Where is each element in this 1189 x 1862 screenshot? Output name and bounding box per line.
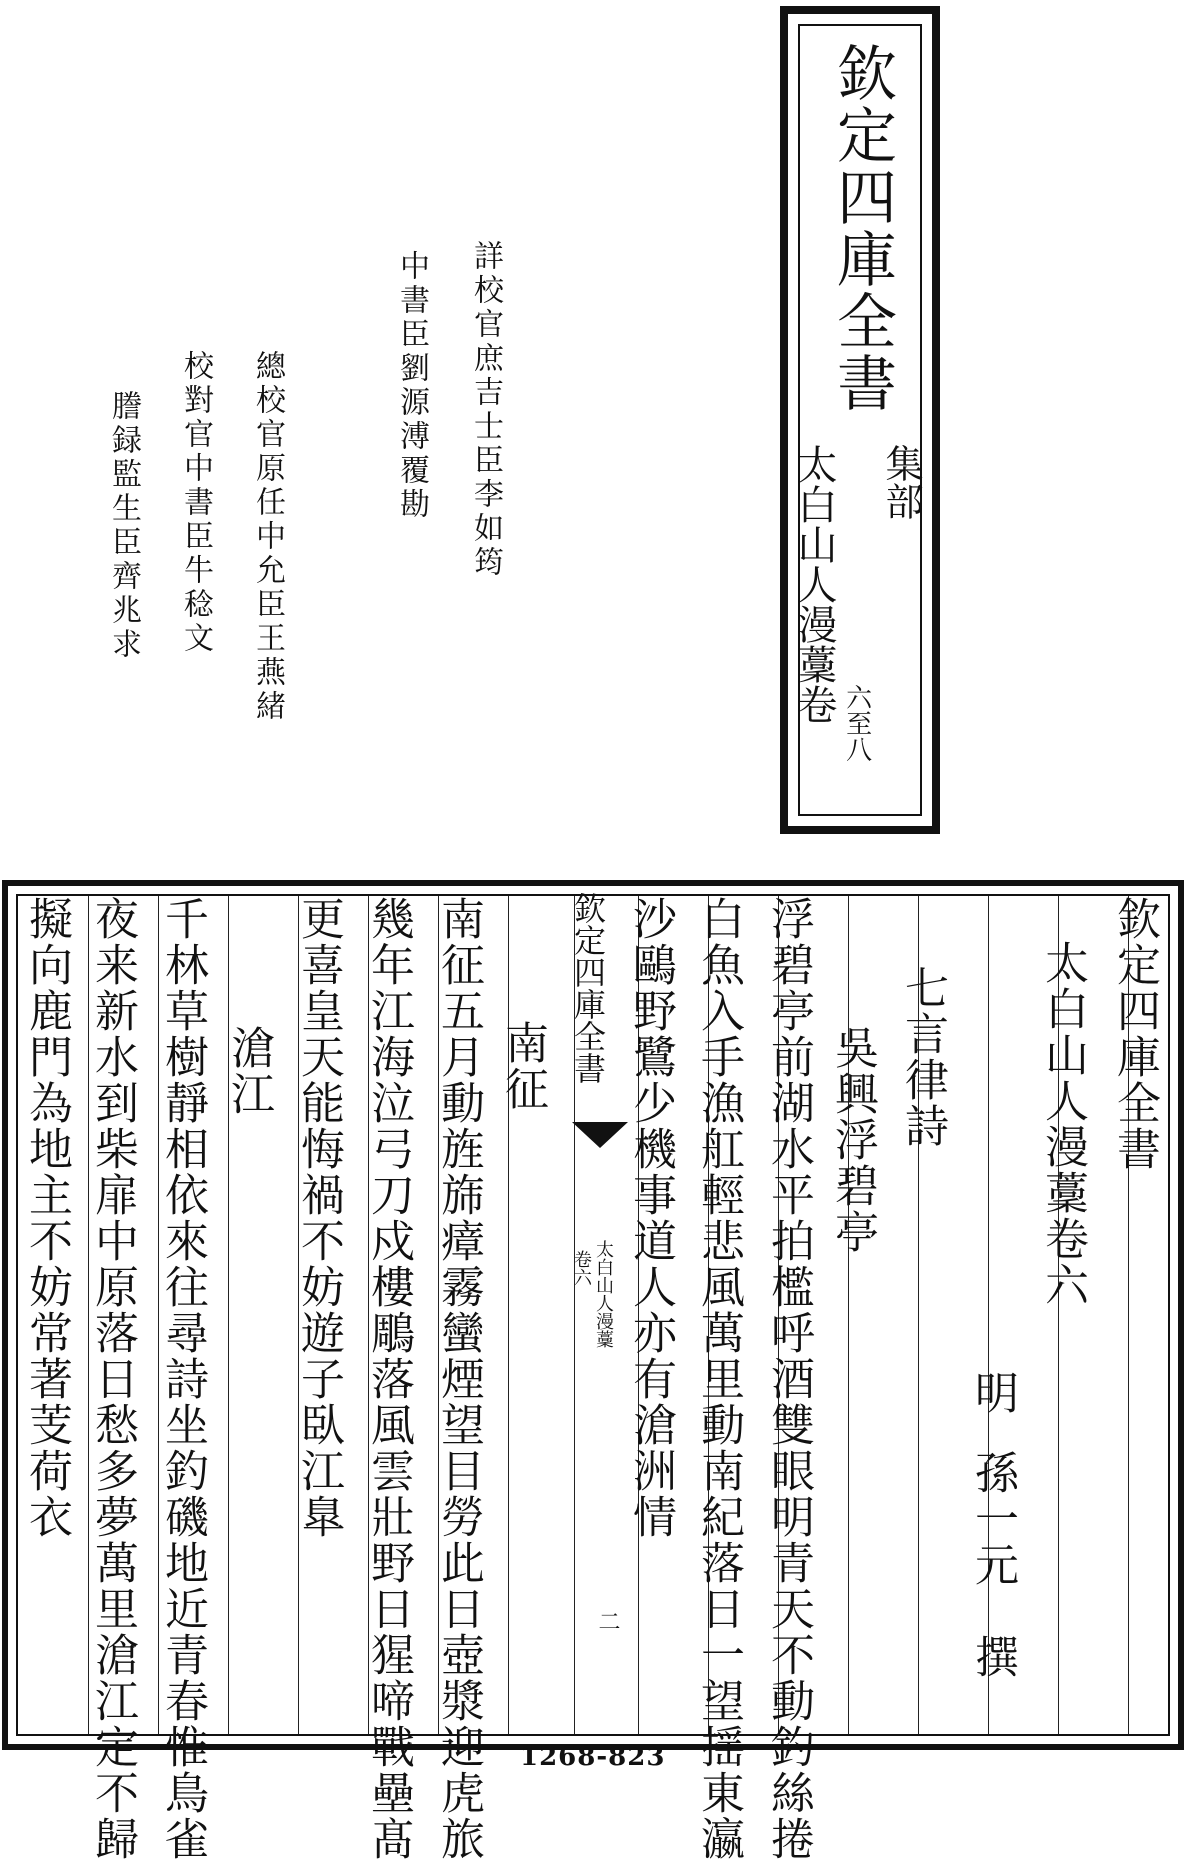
page-footer-id: 1268-823 — [520, 1742, 666, 1772]
poem-line: 擬向鹿門為地主不妨常著芰荷衣 — [21, 896, 72, 1540]
genre-heading: 七言律詩 — [897, 965, 948, 1149]
column-rule — [848, 896, 849, 1734]
poem-title: 吳興浮碧亭 — [827, 1025, 878, 1255]
center-strip-juan: 卷六 — [571, 1250, 592, 1286]
poem-line: 沙鷗野鷺少機事道人亦有滄洲情 — [625, 896, 676, 1540]
right-page-book-title: 太白山人漫藳卷六 — [1037, 940, 1088, 1308]
poem-line: 更喜皇天能悔禍不妨遊子臥江臯 — [293, 896, 344, 1540]
poem-title: 滄江 — [223, 1025, 274, 1117]
credit-line-4: 校對官中書臣牛稔文 — [178, 350, 213, 656]
center-strip-header: 欽定四庫全書 — [569, 892, 607, 1084]
poem-line: 千林草樹靜相依來往尋詩坐釣磯地近青春惟鳥雀 — [157, 896, 208, 1862]
title-slip-book-title: 太白山人漫藳卷 — [791, 444, 837, 724]
title-slip-volume-range: 六至八 — [841, 684, 872, 762]
poem-line: 南征五月動旌旆瘴霧蠻煙望目勞此日壺漿迎虎旅 — [433, 896, 484, 1862]
poem-line: 夜来新水到柴扉中原落日愁多夢萬里滄江定不歸 — [87, 896, 138, 1862]
credit-line-3: 總校官原任中允臣王燕緒 — [250, 350, 285, 724]
right-page-header: 欽定四庫全書 — [1109, 896, 1160, 1172]
credit-line-5: 謄録監生臣齊兆求 — [106, 390, 141, 662]
poem-line: 浮碧亭前湖水平拍檻呼酒雙眼明青天不動釣絲捲 — [763, 896, 814, 1862]
center-strip-page-number: 二 — [595, 1610, 620, 1632]
poem-line: 白魚入手漁舡輕悲風萬里動南紀落日一望揺東瀛 — [693, 896, 744, 1862]
title-slip-section-label: 集部 — [879, 444, 923, 520]
poem-title: 南征 — [497, 1020, 548, 1112]
author-name: 孫一元 撰 — [967, 1450, 1018, 1680]
title-slip-main-title: 欽定四庫全書 — [827, 42, 897, 414]
poem-line: 幾年江海泣弓刀戍樓鵰落風雲壯野日猩啼戰壘髙 — [363, 896, 414, 1862]
column-rule — [228, 896, 229, 1734]
title-slip — [780, 6, 940, 834]
center-strip-book-title: 太白山人漫藳 — [593, 1240, 614, 1348]
credit-line-2: 中書臣劉源溥覆勘 — [394, 250, 429, 522]
author-dynasty: 明 — [967, 1370, 1018, 1416]
fish-tail-mark — [572, 1122, 628, 1148]
credit-line-1: 詳校官庶吉士臣李如筠 — [468, 240, 503, 580]
